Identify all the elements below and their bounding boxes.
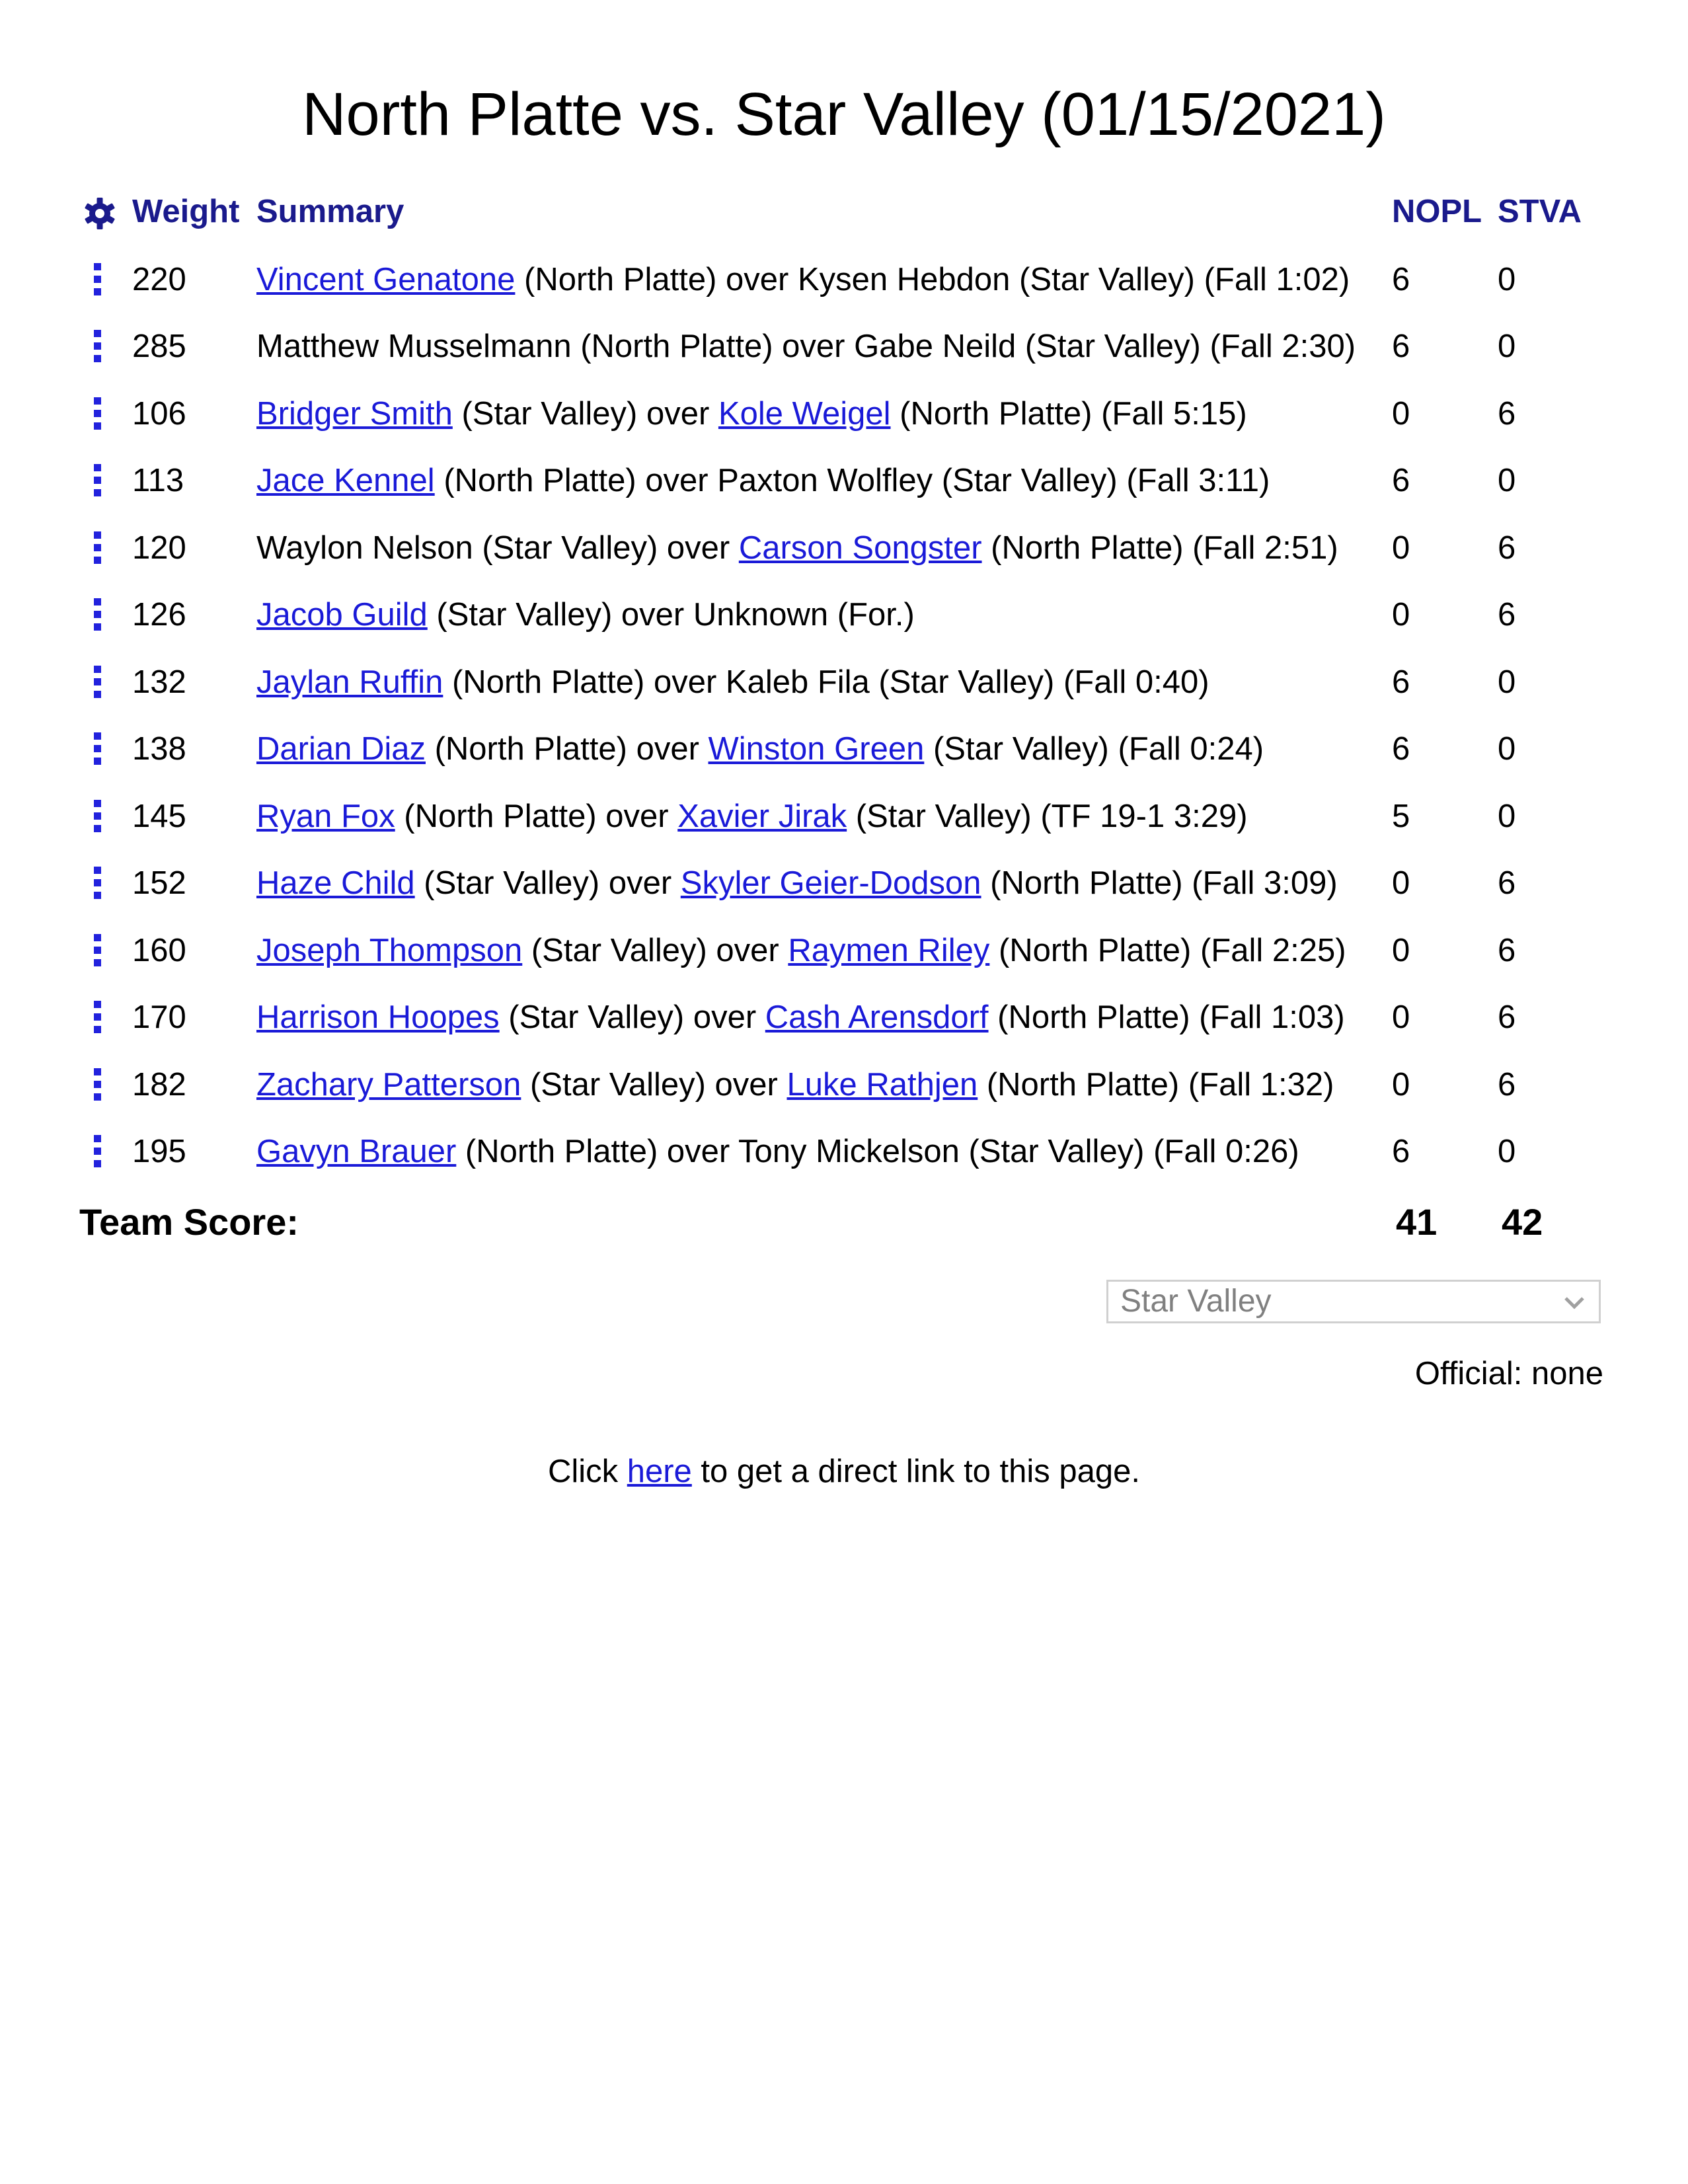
- weight-cell: 126: [132, 597, 186, 633]
- loser-name: Paxton Wolfley: [717, 463, 933, 499]
- winner-name: Waylon Nelson: [256, 529, 473, 566]
- team1-points: 6: [1392, 731, 1410, 767]
- team1-points: 6: [1392, 664, 1410, 700]
- bout-result: (Fall 0:40): [1054, 664, 1209, 700]
- team2-points: 6: [1498, 932, 1516, 968]
- team1-points: 0: [1392, 529, 1410, 566]
- table-row: [79, 984, 1582, 1052]
- loser-team: (Star Valley): [1010, 261, 1195, 297]
- more-vertical-icon[interactable]: [94, 867, 103, 900]
- page-title: North Platte vs. Star Valley (01/15/2021): [302, 81, 1386, 148]
- row-menu-cell: [79, 716, 132, 783]
- bout-result: (Fall 3:09): [1182, 865, 1338, 902]
- team1-points: 0: [1392, 395, 1410, 432]
- winner-team: (North Platte) over: [571, 329, 855, 365]
- more-vertical-icon[interactable]: [94, 263, 103, 296]
- team1-points: 0: [1392, 865, 1410, 902]
- team2-points: 0: [1498, 261, 1516, 297]
- team1-points: 0: [1392, 597, 1410, 633]
- winner-name[interactable]: Gavyn Brauer: [256, 1134, 457, 1170]
- team2-points: 6: [1498, 529, 1516, 566]
- table-header-row: [79, 177, 1582, 246]
- team2-points: 0: [1498, 731, 1516, 767]
- summary-header: Summary: [256, 194, 404, 229]
- weight-cell: 120: [132, 529, 186, 566]
- summary-cell: [256, 246, 1392, 313]
- row-menu-cell: [79, 648, 132, 716]
- weight-cell: 170: [132, 999, 186, 1036]
- summary-cell: [256, 984, 1392, 1052]
- bout-result: (Fall 2:51): [1183, 529, 1338, 566]
- bout-result: (Fall 1:03): [1190, 999, 1345, 1036]
- more-vertical-icon[interactable]: [94, 464, 103, 497]
- weight-cell: 182: [132, 1066, 186, 1103]
- table-row: [79, 1051, 1582, 1118]
- table-row: [79, 716, 1582, 783]
- direct-link-suffix: to get a direct link to this page.: [691, 1454, 1141, 1489]
- loser-team: (Star Valley): [847, 798, 1032, 834]
- bout-result: (TF 19-1 3:29): [1031, 798, 1248, 834]
- weight-cell: 152: [132, 865, 186, 902]
- loser-name[interactable]: Xavier Jirak: [677, 798, 847, 834]
- bout-result: (Fall 2:25): [1191, 932, 1346, 968]
- loser-team: (North Platte): [989, 932, 1192, 968]
- winner-team: (North Platte) over: [425, 731, 709, 767]
- more-vertical-icon[interactable]: [94, 330, 103, 363]
- more-vertical-icon[interactable]: [94, 800, 103, 833]
- loser-name: Unknown: [693, 597, 829, 633]
- gear-icon[interactable]: [83, 197, 116, 230]
- bout-result: (For.): [828, 597, 915, 633]
- winner-team: (Star Valley) over: [522, 932, 788, 968]
- table-row: [79, 313, 1582, 381]
- team1-points: 0: [1392, 932, 1410, 968]
- loser-name[interactable]: Luke Rathjen: [786, 1066, 978, 1103]
- bout-result: (Fall 0:24): [1108, 731, 1264, 767]
- winner-team: (Star Valley) over: [452, 395, 718, 432]
- team2-points: 0: [1498, 1134, 1516, 1170]
- team1-header: NOPL: [1392, 194, 1482, 229]
- team1-points: 5: [1392, 798, 1410, 834]
- loser-name[interactable]: Winston Green: [708, 731, 925, 767]
- winner-name[interactable]: Vincent Genatone: [256, 261, 516, 297]
- team2-points: 6: [1498, 999, 1516, 1036]
- winner-team: (Star Valley) over: [414, 865, 681, 902]
- more-vertical-icon[interactable]: [94, 666, 103, 699]
- loser-team: (North Platte): [981, 529, 1184, 566]
- team2-points: 0: [1498, 329, 1516, 365]
- team2-header: STVA: [1498, 194, 1582, 229]
- more-vertical-icon[interactable]: [94, 598, 103, 631]
- table-row: [79, 582, 1582, 649]
- more-vertical-icon[interactable]: [94, 732, 103, 765]
- weight-cell: 195: [132, 1134, 186, 1170]
- table-row: [79, 380, 1582, 448]
- weight-cell: 113: [132, 463, 184, 499]
- winner-team: (North Platte) over: [434, 463, 718, 499]
- winner-team: (Star Valley) over: [427, 597, 693, 633]
- winner-name[interactable]: Jaylan Ruffin: [256, 664, 443, 700]
- weight-cell: 138: [132, 731, 186, 767]
- table-row: [79, 246, 1582, 313]
- table-row: [79, 648, 1582, 716]
- loser-team: (North Platte): [981, 865, 1183, 902]
- loser-team: (North Platte): [988, 999, 1190, 1036]
- bout-result: (Fall 1:32): [1179, 1066, 1334, 1103]
- row-menu-cell: [79, 917, 132, 984]
- row-menu-cell: [79, 380, 132, 448]
- winner-name[interactable]: Jacob Guild: [256, 597, 428, 633]
- official-select-value: Star Valley: [1120, 1284, 1272, 1319]
- loser-name[interactable]: Kole Weigel: [718, 395, 891, 432]
- weight-cell: 132: [132, 664, 186, 700]
- table-row: [79, 514, 1582, 582]
- summary-cell: [256, 917, 1392, 984]
- direct-link-prefix: Click: [547, 1454, 627, 1489]
- team-score-label: Team Score:: [79, 1200, 299, 1243]
- loser-team: (Star Valley): [869, 664, 1055, 700]
- loser-name[interactable]: Skyler Geier-Dodson: [680, 865, 981, 902]
- loser-name: Kysen Hebdon: [797, 261, 1011, 297]
- team1-points: 0: [1392, 1066, 1410, 1103]
- summary-cell: [256, 514, 1392, 582]
- table-row: [79, 850, 1582, 917]
- summary-cell: [256, 380, 1392, 448]
- more-vertical-icon[interactable]: [94, 1135, 103, 1168]
- team1-points: 6: [1392, 1134, 1410, 1170]
- bout-result: (Fall 2:30): [1200, 329, 1356, 365]
- team-score-row: [79, 1185, 1582, 1258]
- table-row: [79, 917, 1582, 984]
- team2-total: 42: [1502, 1200, 1543, 1243]
- winner-team: (North Platte) over: [456, 1134, 738, 1170]
- team2-points: 6: [1498, 865, 1516, 902]
- team2-points: 6: [1498, 395, 1516, 432]
- winner-name[interactable]: Zachary Patterson: [256, 1066, 521, 1103]
- weight-cell: 106: [132, 395, 186, 432]
- summary-cell: [256, 448, 1392, 515]
- row-menu-cell: [79, 984, 132, 1052]
- row-menu-cell: [79, 850, 132, 917]
- more-vertical-icon[interactable]: [94, 531, 103, 565]
- loser-team: (North Platte): [978, 1066, 1180, 1103]
- team2-points: 6: [1498, 597, 1516, 633]
- team1-total: 41: [1396, 1200, 1438, 1243]
- table-row: [79, 1118, 1582, 1186]
- weight-cell: 220: [132, 261, 186, 297]
- loser-team: (Star Valley): [959, 1134, 1145, 1170]
- winner-name[interactable]: Darian Diaz: [256, 731, 426, 767]
- winner-name: Matthew Musselmann: [256, 329, 572, 365]
- team2-points: 0: [1498, 664, 1516, 700]
- official-label: Official: none: [1414, 1356, 1603, 1391]
- bout-result: (Fall 0:26): [1144, 1134, 1299, 1170]
- winner-name[interactable]: Bridger Smith: [256, 395, 453, 432]
- loser-team: (Star Valley): [924, 731, 1109, 767]
- loser-name: Kaleb Fila: [725, 664, 870, 700]
- bout-result: (Fall 1:02): [1194, 261, 1350, 297]
- settings-header-cell: [79, 177, 132, 246]
- official-select[interactable]: [1106, 1280, 1601, 1323]
- winner-team: (North Platte) over: [443, 664, 726, 700]
- direct-link-text: [0, 1452, 1688, 1491]
- row-menu-cell: [79, 1118, 132, 1186]
- loser-team: (Star Valley): [933, 463, 1118, 499]
- winner-name[interactable]: Harrison Hoopes: [256, 999, 500, 1036]
- summary-cell: [256, 1118, 1392, 1186]
- team1-points: 6: [1392, 261, 1410, 297]
- winner-team: (North Platte) over: [395, 798, 678, 834]
- row-menu-cell: [79, 514, 132, 582]
- summary-cell: [256, 648, 1392, 716]
- row-menu-cell: [79, 783, 132, 850]
- winner-name[interactable]: Ryan Fox: [256, 798, 395, 834]
- loser-team: (North Platte): [890, 395, 1093, 432]
- loser-team: (Star Valley): [1016, 329, 1201, 365]
- more-vertical-icon[interactable]: [94, 1001, 103, 1034]
- weight-cell: 145: [132, 798, 186, 834]
- summary-cell: [256, 1051, 1392, 1118]
- winner-team: (North Platte) over: [515, 261, 798, 297]
- team1-points: 0: [1392, 999, 1410, 1036]
- summary-cell: [256, 313, 1392, 381]
- loser-name[interactable]: Cash Arensdorf: [765, 999, 989, 1036]
- summary-cell: [256, 850, 1392, 917]
- winner-name[interactable]: Jace Kennel: [256, 463, 435, 499]
- team1-points: 6: [1392, 463, 1410, 499]
- team1-points: 6: [1392, 329, 1410, 365]
- dual-meet-table: [79, 177, 1582, 1258]
- loser-name: Gabe Neild: [854, 329, 1017, 365]
- weight-cell: 285: [132, 329, 186, 365]
- winner-team: (Star Valley) over: [499, 999, 765, 1036]
- bout-result: (Fall 5:15): [1092, 395, 1247, 432]
- loser-name: Tony Mickelson: [738, 1134, 960, 1170]
- row-menu-cell: [79, 582, 132, 649]
- chevron-down-icon: [1563, 1292, 1586, 1312]
- table-row: [79, 448, 1582, 515]
- row-menu-cell: [79, 1051, 132, 1118]
- bout-result: (Fall 3:11): [1117, 463, 1270, 499]
- winner-name[interactable]: Joseph Thompson: [256, 932, 523, 968]
- winner-team: (Star Valley) over: [521, 1066, 787, 1103]
- table-row: [79, 783, 1582, 850]
- loser-name[interactable]: Carson Songster: [738, 529, 982, 566]
- more-vertical-icon[interactable]: [94, 1068, 103, 1101]
- weight-cell: 160: [132, 932, 186, 968]
- direct-link[interactable]: here: [627, 1454, 692, 1489]
- summary-cell: [256, 716, 1392, 783]
- weight-header[interactable]: Weight: [132, 194, 240, 229]
- winner-team: (Star Valley) over: [473, 529, 739, 566]
- row-menu-cell: [79, 246, 132, 313]
- summary-cell: [256, 783, 1392, 850]
- more-vertical-icon[interactable]: [94, 934, 103, 967]
- bout-rows: [79, 246, 1582, 1185]
- more-vertical-icon[interactable]: [94, 397, 103, 430]
- winner-name[interactable]: Haze Child: [256, 865, 415, 902]
- summary-cell: [256, 582, 1392, 649]
- team2-points: 0: [1498, 798, 1516, 834]
- team2-points: 6: [1498, 1066, 1516, 1103]
- row-menu-cell: [79, 448, 132, 515]
- loser-name[interactable]: Raymen Riley: [788, 932, 990, 968]
- row-menu-cell: [79, 313, 132, 381]
- team2-points: 0: [1498, 463, 1516, 499]
